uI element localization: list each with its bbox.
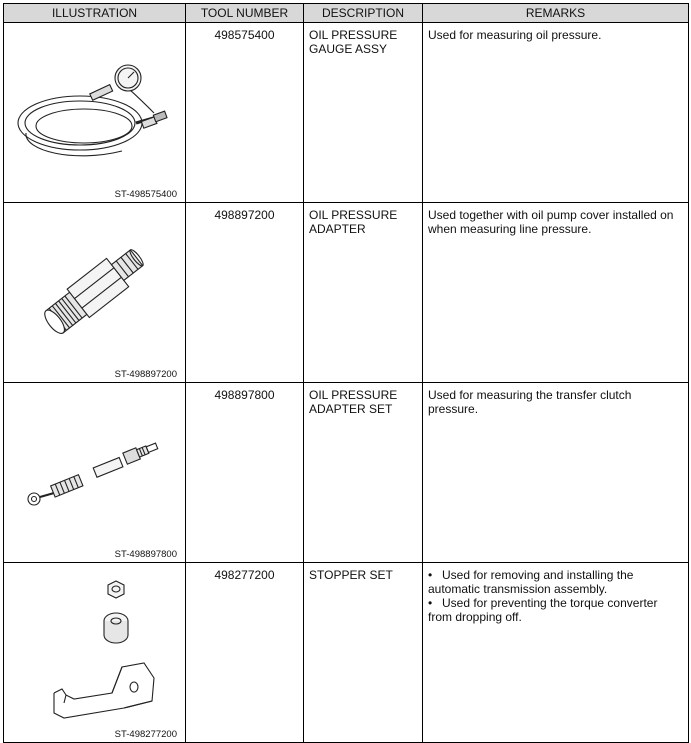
illustration-cell [4, 563, 186, 743]
oil-pressure-adapter-set-illustration [4, 383, 186, 557]
illustration-cell [4, 23, 186, 203]
header-tool-number: TOOL NUMBER [186, 4, 304, 23]
header-description: DESCRIPTION [304, 4, 423, 23]
tool-number: 498575400 [186, 23, 304, 203]
illustration-code: ST-498897200 [114, 369, 177, 380]
header-remarks: REMARKS [423, 4, 689, 23]
remarks [423, 203, 689, 383]
table-row [4, 23, 689, 203]
remark-text: Used for preventing the torque converter from dropping off. [428, 596, 658, 624]
table-row [4, 383, 689, 563]
remark-text: Used for measuring the transfer clutch pressure. [428, 388, 632, 416]
bullet: • [428, 568, 433, 582]
bullet: • [428, 596, 433, 610]
illustration-cell [4, 383, 186, 563]
illustration-code: ST-498575400 [114, 189, 177, 200]
remarks [423, 383, 689, 563]
tool-number: 498277200 [186, 563, 304, 743]
remark-text: Used for removing and installing the automatic transmission assembly. [428, 568, 634, 596]
tool-number: 498897200 [186, 203, 304, 383]
illustration-code: ST-498897800 [114, 549, 177, 560]
oil-pressure-adapter-illustration [4, 203, 186, 377]
header-illustration: ILLUSTRATION [4, 4, 186, 23]
table-row [4, 203, 689, 383]
remark-text: Used for measuring oil pressure. [428, 28, 602, 42]
remarks [423, 23, 689, 203]
special-tools-table [3, 3, 689, 743]
description: STOPPER SET [304, 563, 423, 743]
oil-pressure-gauge-illustration [4, 23, 186, 197]
remarks [423, 563, 689, 743]
header-row [4, 4, 689, 23]
illustration-code: ST-498277200 [114, 729, 177, 740]
illustration-cell [4, 203, 186, 383]
table-row [4, 563, 689, 743]
remark-text: Used together with oil pump cover installed on when measuring line pressure. [428, 208, 674, 236]
description: OIL PRESSURE GAUGE ASSY [304, 23, 423, 203]
tool-number: 498897800 [186, 383, 304, 563]
description: OIL PRESSURE ADAPTER [304, 203, 423, 383]
remark-item [428, 596, 684, 624]
stopper-set-illustration [4, 563, 186, 737]
remark-item [428, 568, 684, 596]
description: OIL PRESSURE ADAPTER SET [304, 383, 423, 563]
